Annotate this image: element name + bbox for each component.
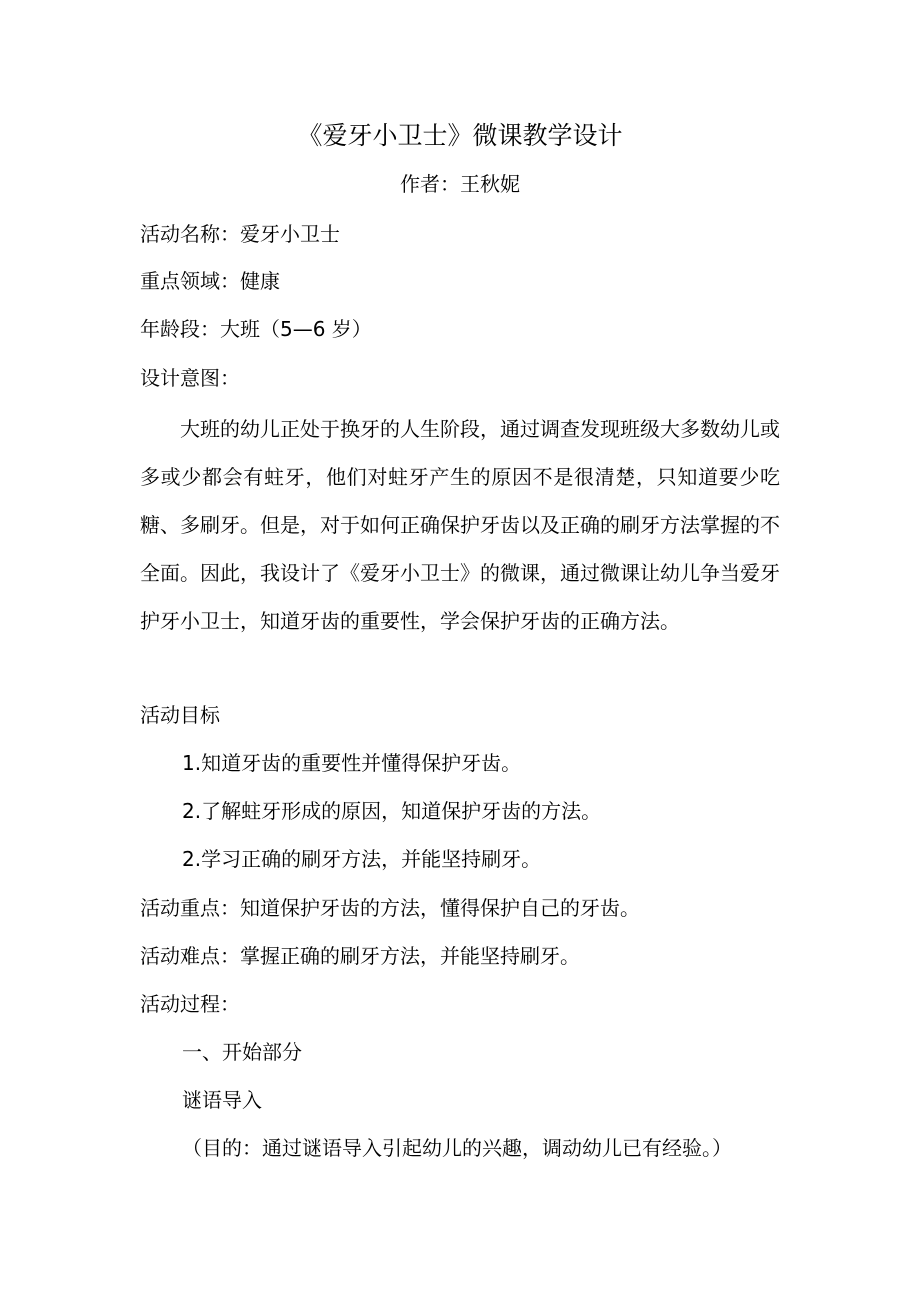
document-author: 作者：王秋妮: [400, 172, 520, 196]
riddle-intro: 谜语导入: [182, 1088, 262, 1112]
age-group: 年龄段：大班（5—6 岁）: [140, 317, 372, 341]
design-intent-heading: 设计意图：: [140, 366, 240, 390]
key-domain: 重点领域：健康: [140, 269, 280, 293]
difficulty: 活动难点：掌握正确的刷牙方法，并能坚持刷牙。: [140, 944, 580, 968]
goals-heading: 活动目标: [140, 703, 220, 727]
riddle-purpose: （目的：通过谜语导入引起幼儿的兴趣，调动幼儿已有经验。）: [182, 1136, 732, 1160]
process-heading: 活动过程：: [140, 992, 240, 1016]
document-title: 《爱牙小卫士》微课教学设计: [297, 121, 623, 150]
section-one-heading: 一、开始部分: [182, 1040, 302, 1064]
activity-name: 活动名称：爱牙小卫士: [140, 222, 340, 246]
goal-item: 2.了解蛀牙形成的原因，知道保护牙齿的方法。: [182, 799, 602, 823]
goal-item: 2.学习正确的刷牙方法，并能坚持刷牙。: [182, 847, 542, 871]
goal-item: 1.知道牙齿的重要性并懂得保护牙齿。: [182, 751, 522, 775]
key-point: 活动重点：知道保护牙齿的方法，懂得保护自己的牙齿。: [140, 896, 640, 920]
design-intent-paragraph: 大班的幼儿正处于换牙的人生阶段，通过调查发现班级大多数幼儿或多或少都会有蛀牙，他们对蛀牙产生的原因不是很清楚，只知道要少吃糖、多刷牙。但是，对于如何正确保护牙齿以及正确的刷牙方法掌握的不全面。因此，我设计了《爱牙小卫士》的微课，通过微课让幼儿争当爱牙护牙小卫士，知道牙齿的重要性，学会保护牙齿的正确方法。: [140, 417, 780, 633]
